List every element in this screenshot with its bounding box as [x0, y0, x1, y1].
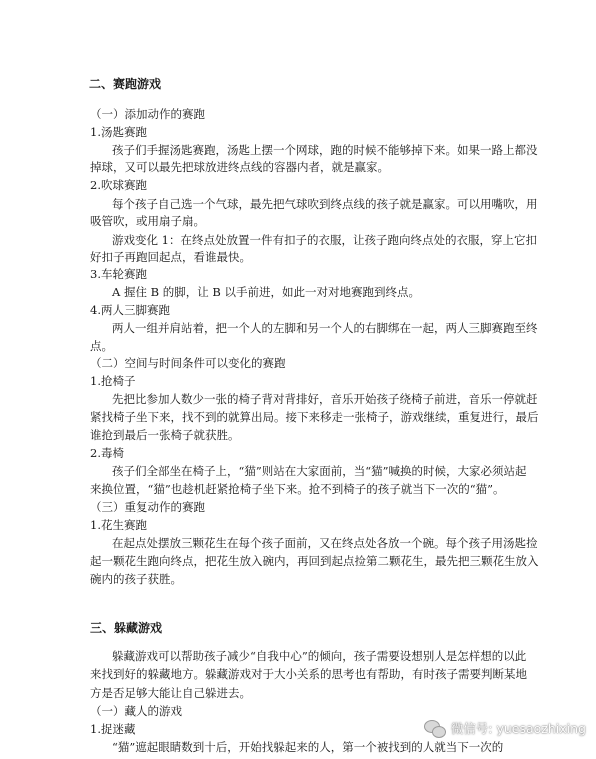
paragraph-line: 游戏变化 1：在终点处放置一件有扣子的衣服，让孩子跑向终点处的衣服，穿上它扣 — [112, 233, 537, 247]
paragraph-line: 两人一组并肩站着，把一个人的左脚和另一个人的右脚绑在一起，两人三脚赛跑至终 — [112, 321, 538, 335]
paragraph-line: 孩子们全部坐在椅子上，“猫”则站在大家面前，当“猫”喊换的时候，大家必须站起 — [112, 464, 527, 478]
paragraph-line: 碗内的孩子获胜。 — [90, 572, 182, 586]
paragraph-line: 谁抢到最后一张椅子就获胜。 — [90, 428, 240, 442]
paragraph-line: 吸管吹，或用扇子扇。 — [90, 214, 205, 228]
paragraph-line: 来找到好的躲藏地方。躲藏游戏对于大小关系的思考也有帮助，有时孩子需要判断某地 — [90, 667, 527, 681]
wechat-icon — [424, 719, 446, 737]
section-heading: 二、赛跑游戏 — [89, 77, 162, 91]
subsection-heading: （二）空间与时间条件可以变化的赛跑 — [90, 356, 286, 370]
subsection-heading: （三）重复动作的赛跑 — [90, 500, 205, 514]
watermark — [424, 719, 586, 737]
paragraph-line: 先把比参加人数少一张的椅子背对背排好，音乐开始孩子绕椅子前进，音乐一停就赶 — [112, 392, 538, 406]
item-title: 1.汤匙赛跑 — [90, 125, 147, 139]
paragraph-line: 方是否足够大能让自己躲进去。 — [90, 686, 251, 700]
paragraph-line: 躲藏游戏可以帮助孩子减少“自我中心”的倾向，孩子需要设想别人是怎样想的以此 — [112, 649, 527, 663]
paragraph-line: 掉球，又可以最先把球放进终点线的容器内者，就是赢家。 — [90, 160, 389, 174]
paragraph-line: 来换位置，“猫”也趁机赶紧抢椅子坐下来。抢不到椅子的孩子就当下一次的“猫”。 — [90, 482, 505, 496]
paragraph-line: 好扣子再跑回起点，看谁最快。 — [90, 250, 251, 264]
paragraph-line: 点。 — [90, 339, 113, 353]
paragraph-line: 在起点处摆放三颗花生在每个孩子面前，又在终点处各放一个碗。每个孩子用汤匙捡 — [112, 536, 538, 550]
item-title: 4.两人三脚赛跑 — [90, 303, 170, 317]
item-title: 1.捉迷藏 — [90, 722, 136, 736]
section-heading: 三、躲藏游戏 — [90, 621, 163, 635]
subsection-heading: （一）藏人的游戏 — [90, 704, 182, 718]
item-title: 2.毒椅 — [90, 446, 124, 460]
item-title: 1.抢椅子 — [90, 374, 136, 388]
paragraph-line: 孩子们手握汤匙赛跑，汤匙上摆一个网球，跑的时候不能够掉下来。如果一路上都没 — [112, 143, 538, 157]
item-title: 1.花生赛跑 — [90, 518, 147, 532]
paragraph-line: A 握住 B 的脚，让 B 以手前进，如此一对对地赛跑到终点。 — [112, 285, 420, 299]
paragraph-line: “猫”遮起眼睛数到十后，开始找躲起来的人，第一个被找到的人就当下一次的 — [112, 740, 504, 754]
item-title: 2.吹球赛跑 — [90, 178, 147, 192]
subsection-heading: （一）添加动作的赛跑 — [90, 107, 205, 121]
item-title: 3.车轮赛跑 — [90, 267, 147, 281]
watermark-text: 微信号: yuesaozhixing — [450, 721, 586, 736]
paragraph-line: 每个孩子自己选一个气球，最先把气球吹到终点线的孩子就是赢家。可以用嘴吹，用 — [112, 197, 538, 211]
paragraph-line: 紧找椅子坐下来，找不到的就算出局。接下来移走一张椅子，游戏继续，重复进行，最后 — [90, 410, 539, 424]
paragraph-line: 起一颗花生跑向终点，把花生放入碗内，再回到起点捡第二颗花生，最先把三颗花生放入 — [90, 554, 539, 568]
